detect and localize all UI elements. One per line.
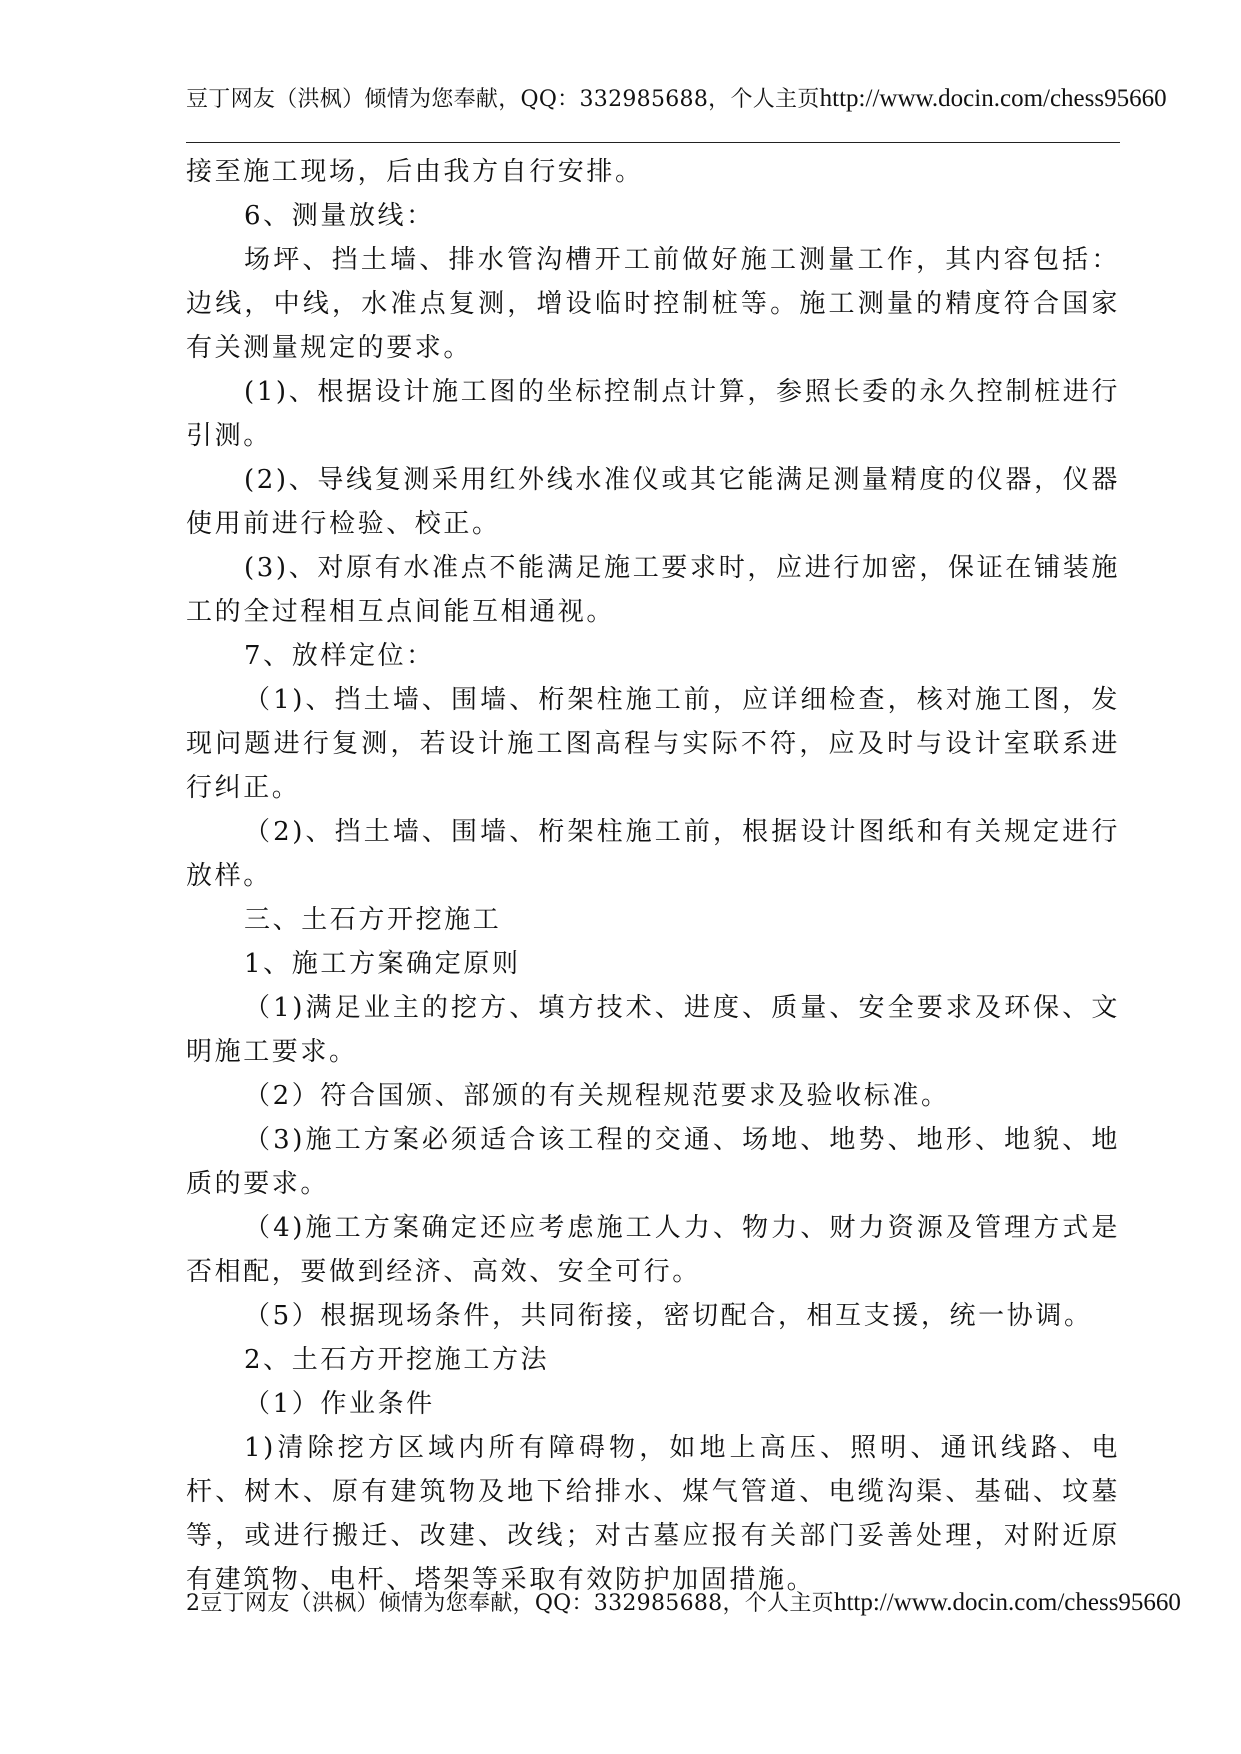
- list-item: （1）作业条件: [244, 1389, 435, 1419]
- footer-url: http://www.docin.com/chess95660: [833, 1589, 1181, 1616]
- list-item: （5）根据现场条件，共同衔接，密切配合，相互支援，统一协调。: [244, 1301, 1093, 1331]
- list-item: 1)清除挖方区域内所有障碍物，如地上高压、照明、通讯线路、电杆、树木、原有建筑物及地下给排水、煤气管道、电缆沟渠、基础、坟墓等，或进行搬迁、改建、改线；对古墓应报有关部门妥善处理，对附近原有建筑物、电杆、塔架等采取有效防护加固措施。: [186, 1433, 1120, 1595]
- page-header: [186, 84, 1167, 115]
- list-item: (1)、根据设计施工图的坐标控制点计算，参照长委的永久控制桩进行引测。: [186, 377, 1120, 451]
- page-number: 2: [186, 1591, 201, 1616]
- list-item: （2）符合国颁、部颁的有关规程规范要求及验收标准。: [244, 1081, 950, 1111]
- header-url: http://www.docin.com/chess95660: [819, 85, 1167, 112]
- section-heading: 三、土石方开挖施工: [244, 905, 502, 935]
- list-item: （2)、挡土墙、围墙、桁架柱施工前，根据设计图纸和有关规定进行放样。: [186, 817, 1120, 891]
- heading-survey-setout: 6、测量放线：: [244, 201, 435, 231]
- paragraph: 场坪、挡土墙、排水管沟槽开工前做好施工测量工作，其内容包括：边线，中线，水准点复测，增设临时控制桩等。施工测量的精度符合国家有关测量规定的要求。: [186, 245, 1120, 363]
- list-item: (2)、导线复测采用红外线水准仪或其它能满足测量精度的仪器，仪器使用前进行检验、校正。: [186, 465, 1120, 539]
- paragraph-continuation: 接至施工现场，后由我方自行安排。: [186, 157, 644, 187]
- subsection-heading: 1、施工方案确定原则: [244, 949, 521, 979]
- list-item: （4)施工方案确定还应考虑施工人力、物力、财力资源及管理方式是否相配，要做到经济、高效、安全可行。: [186, 1213, 1120, 1287]
- list-item: （1)、挡土墙、围墙、桁架柱施工前，应详细检查，核对施工图，发现问题进行复测，若设计施工图高程与实际不符，应及时与设计室联系进行纠正。: [186, 685, 1120, 803]
- heading-positioning: 7、放样定位：: [244, 641, 435, 671]
- header-text: 豆丁网友（洪枫）倾情为您奉献，QQ：332985688，个人主页: [186, 87, 820, 112]
- list-item: （3)施工方案必须适合该工程的交通、场地、地势、地形、地貌、地质的要求。: [186, 1125, 1120, 1199]
- header-divider: [186, 142, 1120, 143]
- subsection-heading: 2、土石方开挖施工方法: [244, 1345, 550, 1375]
- page-body: [186, 150, 1120, 1602]
- list-item: （1)满足业主的挖方、填方技术、进度、质量、安全要求及环保、文明施工要求。: [186, 993, 1120, 1067]
- footer-text: 豆丁网友（洪枫）倾情为您奉献，QQ：332985688，个人主页: [200, 1591, 834, 1616]
- list-item: (3)、对原有水准点不能满足施工要求时，应进行加密，保证在铺装施工的全过程相互点间能互相通视。: [186, 553, 1120, 627]
- page-footer: [186, 1588, 1181, 1619]
